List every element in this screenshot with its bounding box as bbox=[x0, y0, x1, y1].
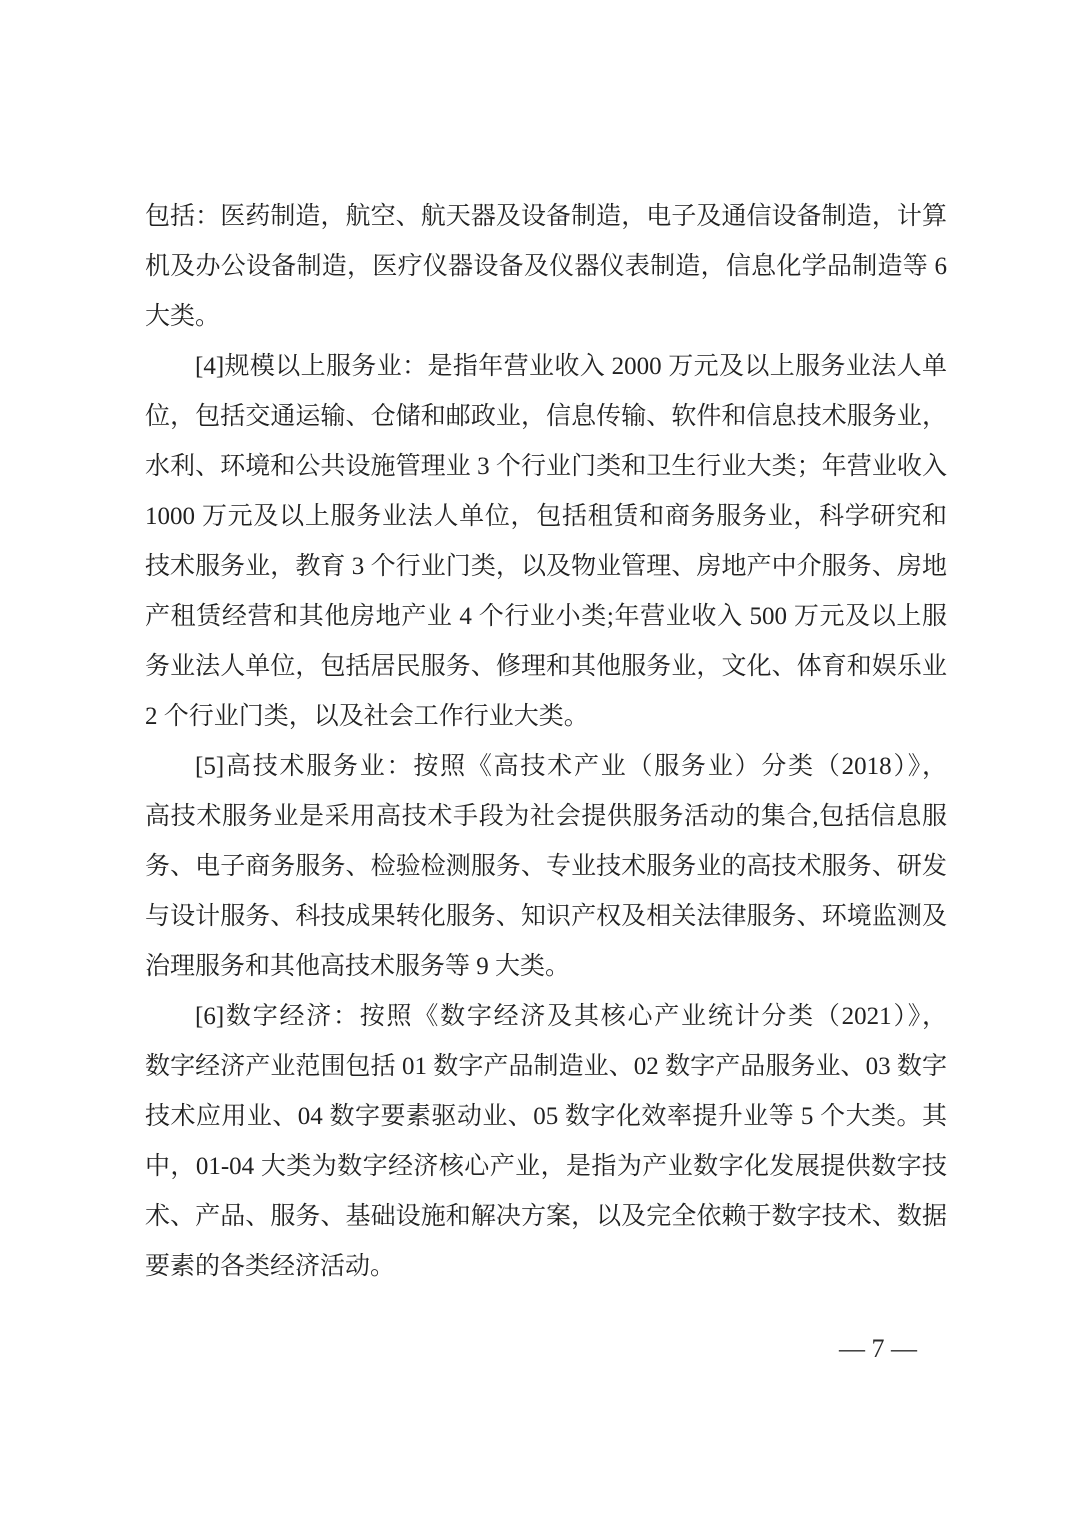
text-line: 务、电子商务服务、检验检测服务、专业技术服务业的高技术服务、研发 bbox=[145, 853, 947, 880]
text-line: 技术应用业、04 数字要素驱动业、05 数字化效率提升业等 5 个大类。其 bbox=[145, 1103, 947, 1130]
text-line: 水利、环境和公共设施管理业 3 个行业门类和卫生行业大类；年营业收入 bbox=[145, 453, 947, 480]
note-4 bbox=[145, 342, 947, 742]
text-line: 1000 万元及以上服务业法人单位，包括租赁和商务服务业，科学研究和 bbox=[145, 503, 947, 530]
text-line: 术、产品、服务、基础设施和解决方案，以及完全依赖于数字技术、数据 bbox=[145, 1203, 947, 1230]
text-line: 高技术服务业是采用高技术手段为社会提供服务活动的集合,包括信息服 bbox=[145, 803, 947, 830]
text-line: 2 个行业门类，以及社会工作行业大类。 bbox=[145, 703, 589, 730]
text-line: 要素的各类经济活动。 bbox=[145, 1253, 396, 1280]
text-line: 与设计服务、科技成果转化服务、知识产权及相关法律服务、环境监测及 bbox=[145, 903, 947, 930]
text-line: 产租赁经营和其他房地产业 4 个行业小类;年营业收入 500 万元及以上服 bbox=[145, 603, 947, 630]
text-line: 中，01-04 大类为数字经济核心产业，是指为产业数字化发展提供数字技 bbox=[145, 1153, 947, 1180]
text-line: 治理服务和其他高技术服务等 9 大类。 bbox=[145, 953, 571, 980]
document-body bbox=[145, 192, 947, 1292]
text-line: 数字经济产业范围包括 01 数字产品制造业、02 数字产品服务业、03 数字 bbox=[145, 1053, 947, 1080]
note-6 bbox=[145, 992, 947, 1292]
text-line: 技术服务业，教育 3 个行业门类，以及物业管理、房地产中介服务、房地 bbox=[145, 553, 947, 580]
text-line: 大类。 bbox=[145, 303, 221, 330]
text-line: 包括：医药制造，航空、航天器及设备制造，电子及通信设备制造，计算 bbox=[145, 203, 947, 230]
text-line: [5]高技术服务业：按照《高技术产业（服务业）分类（2018）》， bbox=[195, 753, 947, 780]
text-line: 务业法人单位，包括居民服务、修理和其他服务业，文化、体育和娱乐业 bbox=[145, 653, 947, 680]
text-line: [6]数字经济：按照《数字经济及其核心产业统计分类（2021）》， bbox=[195, 1003, 947, 1030]
text-line: 位，包括交通运输、仓储和邮政业，信息传输、软件和信息技术服务业， bbox=[145, 403, 947, 430]
text-line: 机及办公设备制造，医疗仪器设备及仪器仪表制造，信息化学品制造等 6 bbox=[145, 253, 947, 280]
text-line: [4]规模以上服务业：是指年营业收入 2000 万元及以上服务业法人单 bbox=[195, 353, 947, 380]
continuation-paragraph bbox=[145, 192, 947, 342]
page-number: — 7 — bbox=[839, 1334, 917, 1363]
note-5 bbox=[145, 742, 947, 992]
